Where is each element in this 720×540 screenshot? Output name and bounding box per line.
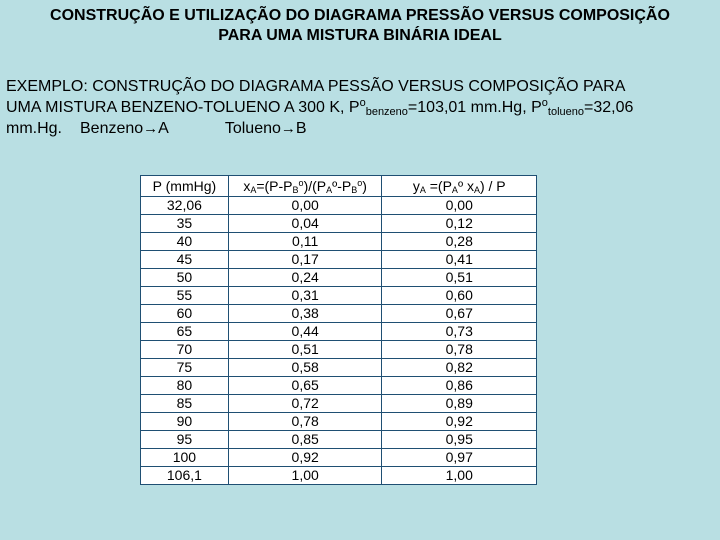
subscript-tolueno: tolueno	[547, 106, 584, 118]
cell-p: 60	[141, 305, 229, 323]
subscript-benzeno: benzeno	[365, 106, 408, 118]
table-row	[141, 395, 537, 413]
cell-y: 0,89	[382, 395, 537, 413]
table-row	[141, 287, 537, 305]
cell-y: 0,73	[382, 323, 537, 341]
cell-p: 95	[141, 431, 229, 449]
cell-y: 0,78	[382, 341, 537, 359]
cell-p: 85	[141, 395, 229, 413]
cell-x: 0,72	[228, 395, 382, 413]
table-row	[141, 377, 537, 395]
cell-p: 75	[141, 359, 229, 377]
example-line-3-unit: mm.Hg.	[6, 120, 62, 137]
cell-y: 0,95	[382, 431, 537, 449]
slide-title	[0, 6, 720, 46]
table-row	[141, 341, 537, 359]
cell-x: 0,78	[228, 413, 382, 431]
table-row	[141, 431, 537, 449]
cell-y: 0,92	[382, 413, 537, 431]
cell-p: 80	[141, 377, 229, 395]
example-line-2-text-c: =32,06	[583, 99, 634, 116]
table-row	[141, 467, 537, 485]
table-row	[141, 233, 537, 251]
table-row	[141, 323, 537, 341]
cell-p: 55	[141, 287, 229, 305]
example-line-2-text-b: =103,01 mm.Hg, P	[407, 99, 542, 116]
cell-x: 0,65	[228, 377, 382, 395]
cell-p: 50	[141, 269, 229, 287]
table-row	[141, 215, 537, 233]
arrow-right-icon: →	[143, 120, 159, 137]
table-row	[141, 359, 537, 377]
benzeno-symbol: A	[158, 120, 169, 137]
benzeno-label: Benzeno	[80, 120, 144, 137]
superscript-o-benzeno: o	[359, 97, 366, 109]
cell-y: 0,67	[382, 305, 537, 323]
superscript-o-tolueno: o	[541, 97, 548, 109]
arrow-right-icon: →	[280, 120, 296, 137]
cell-x: 0,51	[228, 341, 382, 359]
cell-y: 0,82	[382, 359, 537, 377]
cell-x: 0,04	[228, 215, 382, 233]
cell-x: 0,00	[228, 197, 382, 215]
cell-y: 0,00	[382, 197, 537, 215]
cell-p: 70	[141, 341, 229, 359]
cell-x: 0,31	[228, 287, 382, 305]
cell-x: 0,92	[228, 449, 382, 467]
table-body	[141, 197, 537, 485]
table-header-row	[141, 176, 537, 197]
example-line-1: EXEMPLO: CONSTRUÇÃO DO DIAGRAMA PESSÃO VERSUS COMPOSIÇÃO PARA	[6, 78, 626, 95]
cell-y: 0,97	[382, 449, 537, 467]
cell-p: 106,1	[141, 467, 229, 485]
cell-x: 0,24	[228, 269, 382, 287]
cell-y: 1,00	[382, 467, 537, 485]
cell-y: 0,51	[382, 269, 537, 287]
cell-y: 0,41	[382, 251, 537, 269]
cell-p: 90	[141, 413, 229, 431]
cell-x: 1,00	[228, 467, 382, 485]
table-row	[141, 269, 537, 287]
cell-p: 45	[141, 251, 229, 269]
cell-p: 100	[141, 449, 229, 467]
cell-x: 0,85	[228, 431, 382, 449]
cell-y: 0,28	[382, 233, 537, 251]
pressure-composition-table	[140, 175, 537, 485]
cell-y: 0,12	[382, 215, 537, 233]
header-ya: $y_A$ $=(P_Aº$ $x_A$) / P	[382, 176, 537, 197]
cell-p: 65	[141, 323, 229, 341]
header-xa: $x_A=(P-P_B^o)/(P_Aº-P_B^o)$	[228, 176, 382, 197]
table-row	[141, 449, 537, 467]
example-line-2	[6, 97, 714, 118]
title-line-1: CONSTRUÇÃO E UTILIZAÇÃO DO DIAGRAMA PRESSÃO VERSUS COMPOSIÇÃO	[50, 7, 670, 24]
example-line-3	[6, 118, 714, 139]
example-line-2-text-a: UMA MISTURA BENZENO-TOLUENO A 300 K, P	[6, 99, 360, 116]
table-row	[141, 413, 537, 431]
tolueno-symbol: B	[295, 120, 307, 137]
example-description	[6, 76, 714, 139]
cell-p: 35	[141, 215, 229, 233]
cell-p: 32,06	[141, 197, 229, 215]
title-line-2: PARA UMA MISTURA BINÁRIA IDEAL	[218, 27, 502, 44]
tolueno-label: Tolueno	[224, 120, 281, 137]
cell-y: 0,60	[382, 287, 537, 305]
cell-x: 0,17	[228, 251, 382, 269]
cell-y: 0,86	[382, 377, 537, 395]
table-row	[141, 305, 537, 323]
cell-x: 0,58	[228, 359, 382, 377]
cell-p: 40	[141, 233, 229, 251]
cell-x: 0,11	[228, 233, 382, 251]
cell-x: 0,44	[228, 323, 382, 341]
header-pressure: P (mmHg)	[141, 176, 229, 197]
table-row	[141, 197, 537, 215]
cell-x: 0,38	[228, 305, 382, 323]
table-row	[141, 251, 537, 269]
